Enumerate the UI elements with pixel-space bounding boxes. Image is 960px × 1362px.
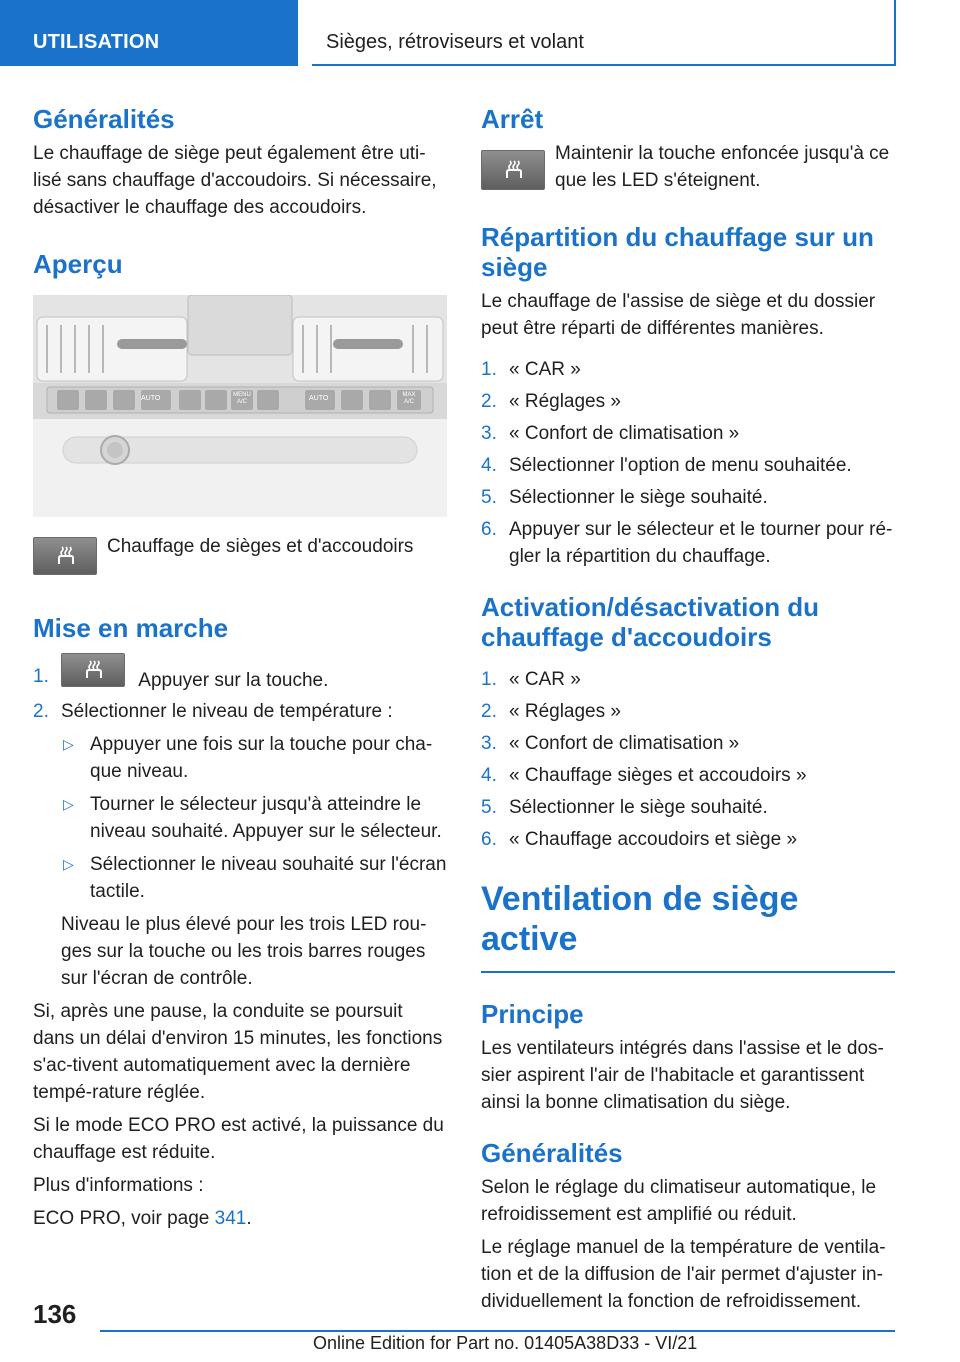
seat-heating-icon	[54, 544, 78, 568]
panel-label-auto-1: AUTO	[141, 395, 161, 402]
seat-heating-button-image	[33, 537, 97, 575]
list-item: ▷ Sélectionner le niveau souhaité sur l'écran tactile.	[61, 851, 447, 905]
heading-principe: Principe	[481, 999, 584, 1029]
heading-ventilation: Ventilation de siège active	[481, 880, 799, 958]
text-plus-info: Plus d'informations :	[33, 1175, 204, 1196]
right-column	[481, 96, 895, 1315]
edition-text: Online Edition for Part no. 01405A38D33 - VI/21	[313, 1333, 698, 1353]
apercu-caption-row	[33, 537, 447, 583]
list-item: 6. Appuyer sur le sélecteur et le tourner pour ré-gler la répartition du chauffage.	[481, 519, 893, 567]
page-number: 136	[33, 1299, 77, 1329]
text-niveau: Niveau le plus élevé pour les trois LED rou-ges sur la touche ou les trois barres rouges sur l'écran de contrôle.	[61, 914, 427, 989]
list-item: ▷ Appuyer une fois sur la touche pour cha-que niveau.	[61, 731, 447, 785]
chapter-title: Sièges, rétroviseurs et volant	[312, 0, 896, 66]
seat-heating-button-image	[61, 653, 125, 687]
left-column	[33, 96, 447, 1232]
text-principe: Les ventilateurs intégrés dans l'assise et le dos-sier aspirent l'air de l'habitacle et garantissent ainsi la bonne climatisation du siège.	[481, 1038, 884, 1113]
section-tab: UTILISATION	[0, 0, 298, 66]
text-arret: Maintenir la touche enfoncée jusqu'à ce que les LED s'éteignent.	[555, 143, 890, 191]
climate-panel-image	[33, 295, 447, 517]
panel-label-max: MAX A/C	[402, 392, 416, 405]
list-item: 4. Sélectionner l'option de menu souhaitée.	[481, 455, 852, 476]
steps-activation	[481, 666, 895, 853]
text-eco: Si le mode ECO PRO est activé, la puissance du chauffage est réduite.	[33, 1115, 444, 1163]
list-item: 4. « Chauffage sièges et accoudoirs »	[481, 765, 807, 786]
bullet-list	[61, 731, 447, 905]
list-item: 2. « Réglages »	[481, 701, 621, 722]
heading-generalites: Généralités	[33, 104, 175, 134]
triangle-bullet-icon: ▷	[63, 856, 74, 872]
text-eco-ref: ECO PRO, voir page 341.	[33, 1208, 252, 1229]
list-item: 3. « Confort de climatisation »	[481, 733, 740, 754]
text-generalites: Le chauffage de siège peut également être uti-lisé sans chauffage d'accoudoirs. Si nécessaire, désactiver le chauffage des accoudoirs.	[33, 143, 437, 218]
seat-heating-icon	[82, 658, 106, 682]
heading-mise-en-marche: Mise en marche	[33, 613, 229, 643]
step-1-text: Appuyer sur la touche.	[138, 670, 329, 691]
list-item: 2. « Réglages »	[481, 391, 621, 412]
list-item: 3. « Confort de climatisation »	[481, 423, 740, 444]
seat-heating-button-image	[481, 150, 545, 190]
text-generalites-2b: Le réglage manuel de la température de ventila-tion et de la diffusion de l'air permet d'ajuster in-dividuellement la fonction de refroidissement.	[481, 1237, 886, 1312]
text-generalites-2a: Selon le réglage du climatiseur automatique, le refroidissement est amplifié ou réduit.	[481, 1177, 877, 1225]
climate-panel-illustration	[33, 295, 447, 517]
panel-label-menu: MENU A/C	[233, 392, 251, 405]
section-divider	[481, 971, 895, 973]
steps-repartition	[481, 356, 895, 570]
apercu-caption: Chauffage de sièges et d'accoudoirs	[107, 536, 414, 557]
steps-mise-en-marche	[33, 653, 447, 992]
heading-arret: Arrêt	[481, 104, 544, 134]
page-header	[0, 0, 960, 66]
triangle-bullet-icon: ▷	[63, 736, 74, 752]
list-item: 6. « Chauffage accoudoirs et siège »	[481, 829, 798, 850]
list-item: 2. Sélectionner le niveau de température : ▷ Appuyer une fois sur la touche pour cha-que niveau. ▷ Tourner le sélecteur jusqu'à atteindre le niveau souhaité. Appuyer sur le sélecteur. ▷ Sélectionner le niveau souhaité sur l'écran tactile. Niveau le plus élevé pour les trois LED rou-ges sur la touche ou les trois barres rouges sur l'écran de contrôle.	[33, 698, 447, 992]
text-pause: Si, après une pause, la conduite se poursuit dans un délai d'environ 15 minutes, les fonctions s'ac-tivent automatiquement avec la dernière tempé-rature réglée.	[33, 1001, 443, 1103]
list-item: 5. Sélectionner le siège souhaité.	[481, 487, 768, 508]
heading-generalites-2: Généralités	[481, 1138, 623, 1168]
heading-repartition: Répartition du chauffage sur un siège	[481, 222, 874, 282]
list-item: ▷ Tourner le sélecteur jusqu'à atteindre le niveau souhaité. Appuyer sur le sélecteur.	[61, 791, 447, 845]
page-link-341[interactable]: 341	[214, 1208, 247, 1229]
triangle-bullet-icon: ▷	[63, 796, 74, 812]
panel-label-auto-2: AUTO	[309, 395, 329, 402]
step-2-text: Sélectionner le niveau de température :	[61, 701, 393, 722]
text-repartition: Le chauffage de l'assise de siège et du dossier peut être réparti de différentes manières.	[481, 291, 876, 339]
arret-row	[481, 140, 895, 202]
list-item: 1. Appuyer sur la touche.	[33, 653, 447, 694]
footer-divider	[100, 1330, 895, 1332]
list-item: 1. « CAR »	[481, 359, 581, 380]
list-item: 1. « CAR »	[481, 669, 581, 690]
heading-activation: Activation/désactivation du chauffage d'accoudoirs	[481, 592, 820, 652]
seat-heating-icon	[502, 158, 526, 182]
list-item: 5. Sélectionner le siège souhaité.	[481, 797, 768, 818]
heading-apercu: Aperçu	[33, 249, 123, 279]
